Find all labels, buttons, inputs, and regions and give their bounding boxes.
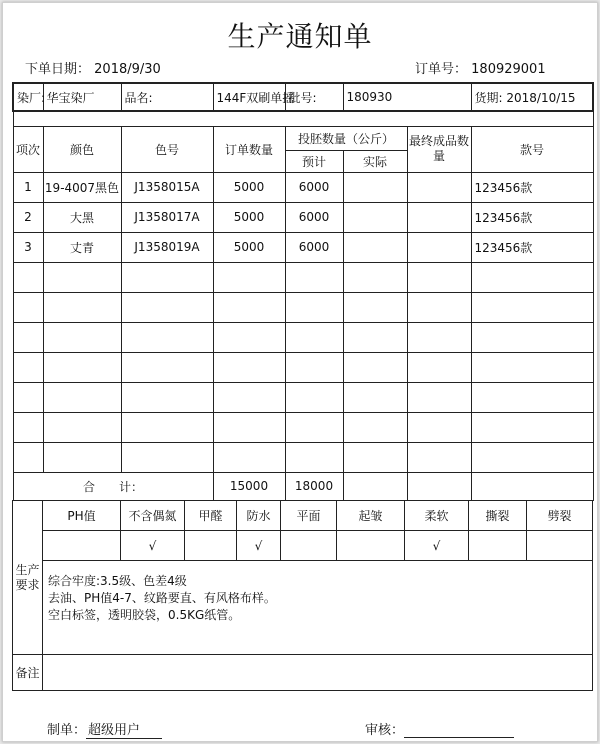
table-row bbox=[13, 232, 593, 262]
table-row bbox=[13, 172, 593, 202]
requirement-header: 劈裂 bbox=[527, 501, 593, 531]
requirement-check bbox=[527, 531, 593, 561]
col-color-no: 色号 bbox=[121, 126, 213, 172]
dye-factory-label: 染厂: bbox=[13, 83, 43, 111]
row-color-no: J1358017A bbox=[121, 202, 213, 232]
column-header-row bbox=[13, 126, 593, 150]
row-item: 1 bbox=[13, 172, 43, 202]
reviewer-label: 审核： bbox=[365, 723, 405, 738]
remarks-row bbox=[13, 655, 593, 691]
requirement-header: 撕裂 bbox=[469, 501, 527, 531]
table-row bbox=[13, 202, 593, 232]
row-style-no: 123456款 bbox=[471, 172, 593, 202]
empty-row bbox=[13, 412, 593, 442]
row-order-qty: 5000 bbox=[213, 232, 285, 262]
row-color-no: J1358019A bbox=[121, 232, 213, 262]
row-estimate: 6000 bbox=[285, 172, 343, 202]
production-notice-sheet bbox=[2, 2, 598, 742]
order-number bbox=[415, 58, 546, 77]
col-input-qty: 投胚数量（公斤） bbox=[285, 126, 407, 150]
remarks-value bbox=[43, 655, 593, 691]
requirements-table bbox=[12, 500, 593, 691]
empty-row bbox=[13, 442, 593, 472]
row-estimate: 6000 bbox=[285, 202, 343, 232]
requirement-header: PH值 bbox=[43, 501, 121, 531]
order-date bbox=[25, 58, 161, 77]
requirement-note: 去油、PH值4-7、纹路要直、有风格布样。 bbox=[48, 591, 276, 605]
maker-label: 制单： bbox=[47, 723, 87, 738]
order-date-label: 下单日期： bbox=[25, 62, 91, 77]
requirement-check bbox=[185, 531, 237, 561]
product-name-cell bbox=[121, 83, 213, 111]
requirement-check: √ bbox=[121, 531, 185, 561]
requirement-header: 起皱 bbox=[337, 501, 405, 531]
batch-value: 180930 bbox=[343, 83, 471, 111]
empty-row bbox=[13, 352, 593, 382]
requirement-note: 空白标签，透明胶袋，0.5KG纸管。 bbox=[48, 608, 241, 622]
requirement-header: 不含偶氮 bbox=[121, 501, 185, 531]
totals-estimate: 18000 bbox=[285, 472, 343, 500]
spacer-row bbox=[13, 111, 593, 126]
row-final-qty bbox=[407, 172, 471, 202]
requirements-check-row bbox=[13, 531, 593, 561]
row-order-qty: 5000 bbox=[213, 172, 285, 202]
batch-label: 批号: bbox=[285, 83, 343, 111]
row-final-qty bbox=[407, 202, 471, 232]
remarks-label: 备注 bbox=[13, 655, 43, 691]
totals-label: 合 计： bbox=[13, 472, 213, 500]
row-color: 大黑 bbox=[43, 202, 121, 232]
col-order-qty: 订单数量 bbox=[213, 126, 285, 172]
requirement-check: √ bbox=[405, 531, 469, 561]
order-date-value: 2018/9/30 bbox=[94, 62, 161, 77]
requirement-check bbox=[337, 531, 405, 561]
row-color: 丈青 bbox=[43, 232, 121, 262]
production-table bbox=[12, 82, 594, 501]
dye-factory-value: 华宝染厂 bbox=[43, 83, 121, 111]
info-row bbox=[13, 83, 593, 111]
requirement-check bbox=[43, 531, 121, 561]
requirement-header: 平面 bbox=[281, 501, 337, 531]
row-order-qty: 5000 bbox=[213, 202, 285, 232]
empty-row bbox=[13, 292, 593, 322]
col-style-no: 款号 bbox=[471, 126, 593, 172]
row-actual bbox=[343, 202, 407, 232]
empty-row bbox=[13, 382, 593, 412]
requirement-header: 柔软 bbox=[405, 501, 469, 531]
product-name-label: 品名: bbox=[124, 90, 153, 105]
col-item: 项次 bbox=[13, 126, 43, 172]
col-color: 颜色 bbox=[43, 126, 121, 172]
due-date: 货期: 2018/10/15 bbox=[471, 83, 593, 111]
row-actual bbox=[343, 232, 407, 262]
empty-row bbox=[13, 262, 593, 292]
col-final-qty: 最终成品数量 bbox=[407, 126, 471, 172]
reviewer-value bbox=[404, 722, 514, 738]
empty-row bbox=[13, 322, 593, 352]
requirements-label: 生产要求 bbox=[13, 501, 43, 655]
requirement-check bbox=[281, 531, 337, 561]
requirements-header-row bbox=[13, 501, 593, 531]
col-estimate: 预计 bbox=[285, 150, 343, 172]
col-actual: 实际 bbox=[343, 150, 407, 172]
totals-order-qty: 15000 bbox=[213, 472, 285, 500]
requirements-notes-row bbox=[13, 561, 593, 655]
totals-row bbox=[13, 472, 593, 500]
row-item: 2 bbox=[13, 202, 43, 232]
row-color-no: J1358015A bbox=[121, 172, 213, 202]
maker bbox=[47, 719, 162, 739]
row-item: 3 bbox=[13, 232, 43, 262]
requirement-check: √ bbox=[237, 531, 281, 561]
page-title: 生产通知单 bbox=[227, 20, 373, 53]
requirement-check bbox=[469, 531, 527, 561]
order-number-value: 180929001 bbox=[471, 62, 546, 77]
requirement-header: 甲醛 bbox=[185, 501, 237, 531]
reviewer bbox=[365, 719, 514, 738]
maker-value: 超级用户 bbox=[86, 723, 162, 739]
product-name-value: 144F双刷单摇 bbox=[213, 83, 285, 111]
order-number-label: 订单号： bbox=[415, 62, 468, 77]
row-final-qty bbox=[407, 232, 471, 262]
row-actual bbox=[343, 172, 407, 202]
requirement-note: 综合牢度:3.5级、色差4级 bbox=[48, 574, 187, 588]
row-style-no: 123456款 bbox=[471, 232, 593, 262]
requirement-header: 防水 bbox=[237, 501, 281, 531]
row-style-no: 123456款 bbox=[471, 202, 593, 232]
row-color: 19-4007黑色 bbox=[43, 172, 121, 202]
requirements-notes bbox=[43, 561, 593, 655]
row-estimate: 6000 bbox=[285, 232, 343, 262]
